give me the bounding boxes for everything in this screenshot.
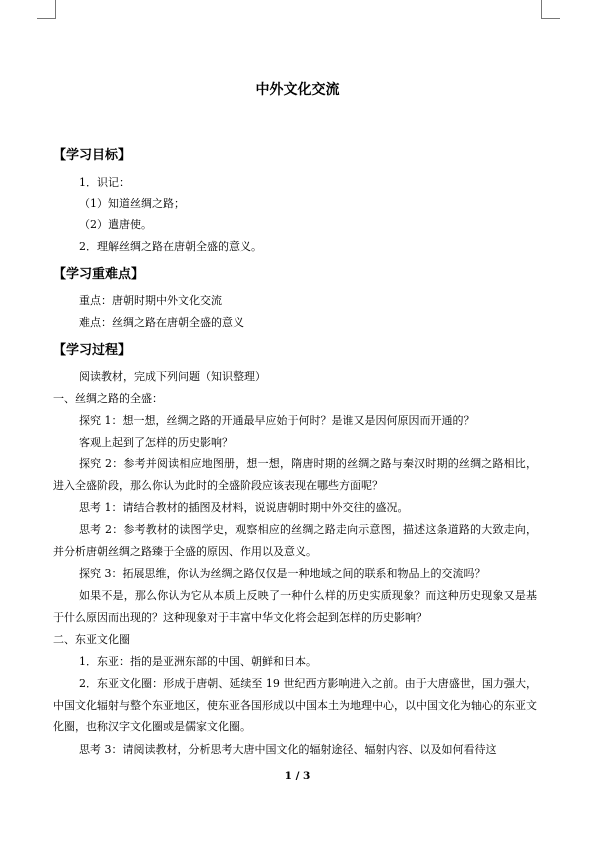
process-paragraph: 如果不是，那么你认为它从本质上反映了一种什么样的历史实质现象？而这种历史现象又是基于什么原因而出现的？这种现象对于丰富中华文化将会起到怎样的历史影响？ (53, 589, 537, 624)
section-heading-goals: 【学习目标】 (53, 148, 132, 163)
goal-line: （1）知道丝绸之路； (79, 197, 185, 210)
crop-mark-top-right (541, 0, 560, 19)
process-paragraph: 探究 1：想一想，丝绸之路的开通最早应始于何时？是谁又是因何原因而开通的？ (79, 414, 475, 427)
process-paragraph: 客观上起到了怎样的历史影响？ (79, 436, 233, 449)
crop-mark-top-left (37, 0, 56, 19)
key-point-line: 重点：唐朝时期中外文化交流 (79, 294, 222, 307)
goal-line: （2）遣唐使。 (79, 218, 152, 231)
process-paragraph: 2．东亚文化圈：形成于唐朝、延续至 19 世纪西方影响进入之前。由于大唐盛世，国力强大，中国文化辐射与整个东亚地区，使东亚各国形成以中国本土为地理中心，以中国文化为轴心的东亚文化圈，也称汉字文化圈或是儒家文化圈。 (53, 677, 537, 733)
process-paragraph: 探究 2：参考并阅读相应地图册，想一想，隋唐时期的丝绸之路与秦汉时期的丝绸之路相比，进入全盛阶段，那么你认为此时的全盛阶段应该表现在哪些方面呢？ (53, 457, 537, 492)
process-subheading: 一、丝绸之路的全盛： (53, 392, 163, 405)
process-paragraph: 思考 2：参考教材的读图学史，观察相应的丝绸之路走向示意图，描述这条道路的大致走向，并分析唐朝丝绸之路臻于全盛的原因、作用以及意义。 (53, 523, 537, 558)
goal-line: 2．理解丝绸之路在唐朝全盛的意义。 (79, 240, 262, 253)
process-paragraph: 思考 1：请结合教材的插图及材料，说说唐朝时期中外交往的盛况。 (79, 501, 409, 514)
section-heading-key-points: 【学习重难点】 (53, 267, 145, 282)
page-number: 1 / 3 (284, 770, 311, 782)
process-paragraph: 阅读教材，完成下列问题（知识整理） (79, 370, 266, 383)
process-subheading: 二、东亚文化圈 (53, 633, 130, 646)
process-paragraph: 1．东亚：指的是亚洲东部的中国、朝鲜和日本。 (79, 655, 317, 668)
page-title: 中外文化交流 (255, 82, 340, 98)
process-paragraph: 探究 3：拓展思维，你认为丝绸之路仅仅是一种地域之间的联系和物品上的交流吗？ (79, 567, 486, 580)
section-heading-process: 【学习过程】 (53, 343, 132, 358)
key-point-line: 难点：丝绸之路在唐朝全盛的意义 (79, 316, 244, 329)
process-paragraph: 思考 3：请阅读教材，分析思考大唐中国文化的辐射途径、辐射内容、以及如何看待这 (79, 743, 497, 756)
goal-line: 1．识记： (79, 176, 130, 189)
